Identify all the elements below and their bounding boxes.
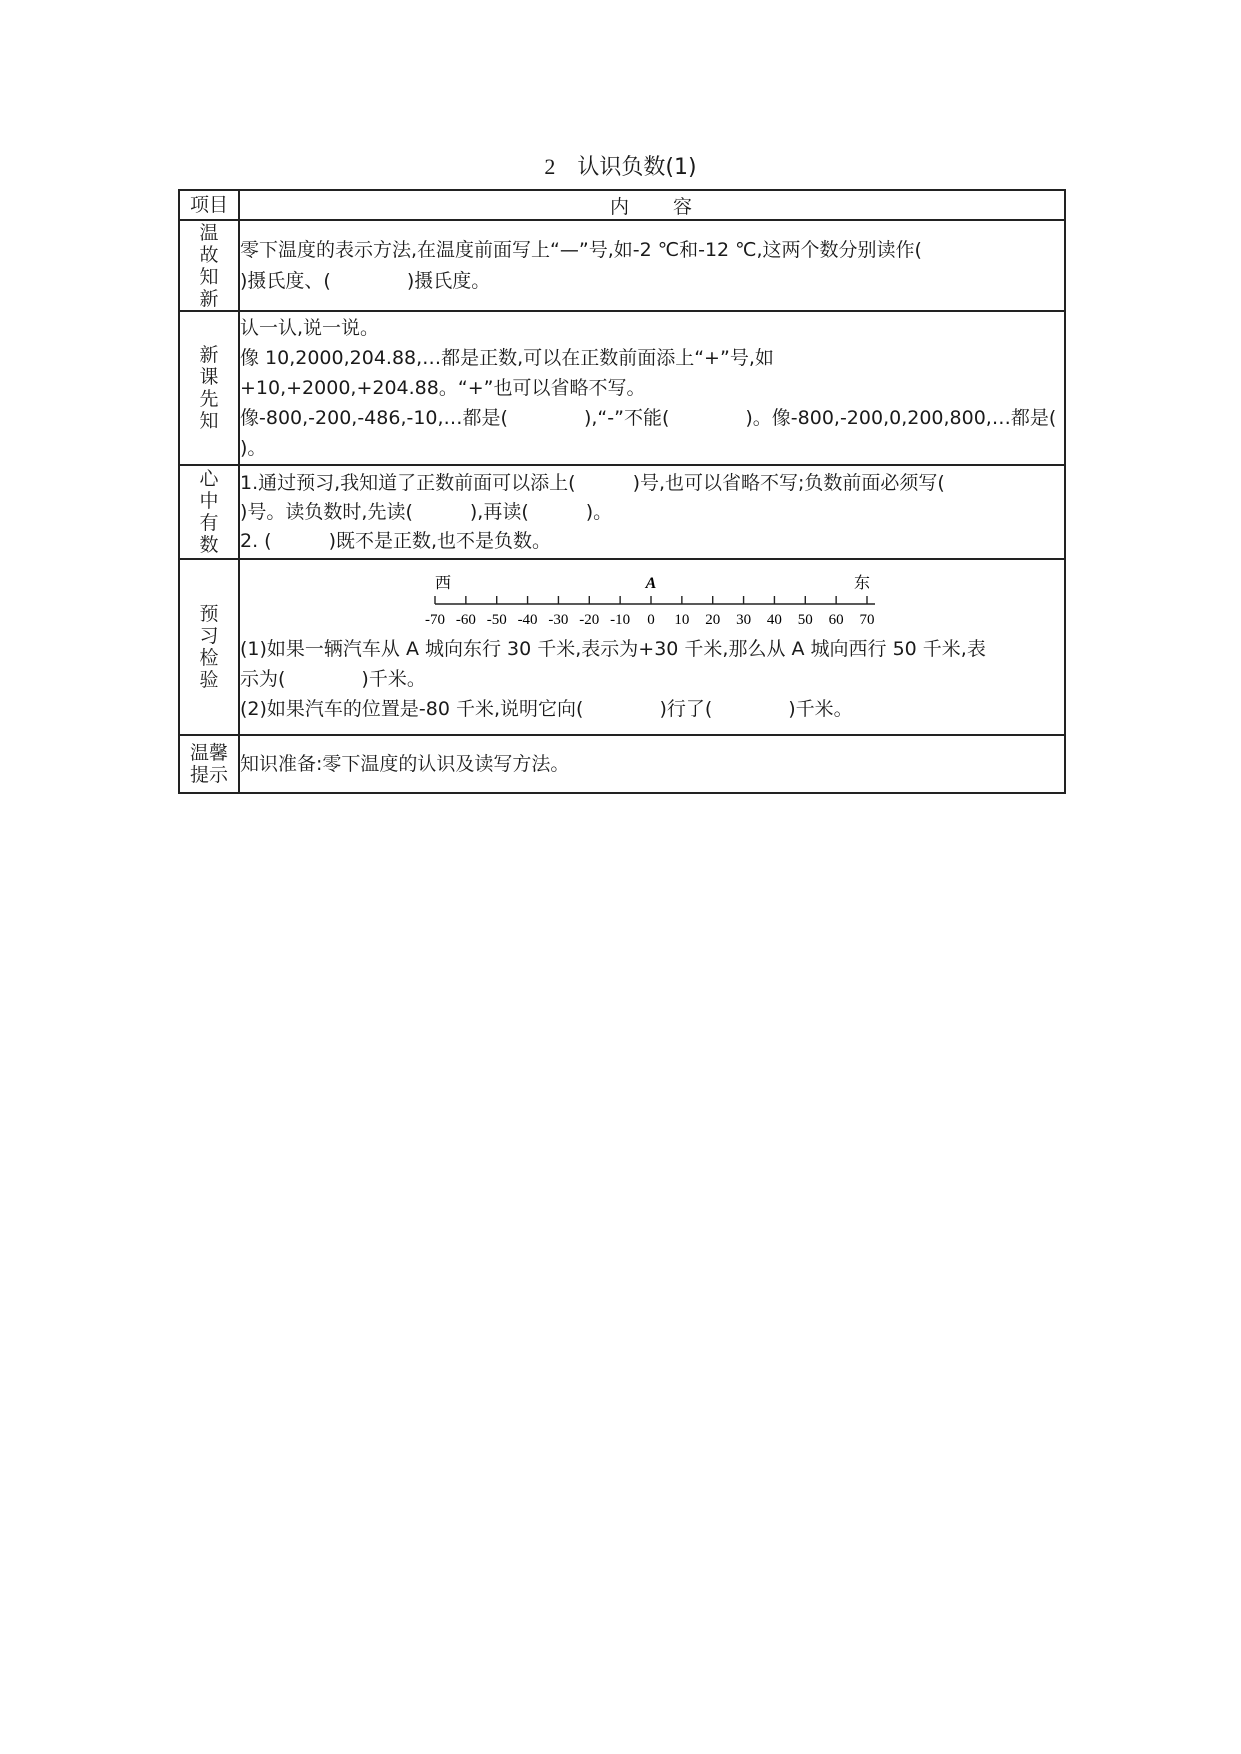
lesson-title: 认识负数(1) — [577, 155, 697, 180]
lesson-table — [178, 189, 1066, 794]
row-content — [239, 559, 1065, 735]
west-label: 西 — [435, 574, 452, 592]
row-content — [239, 465, 1065, 559]
row-content — [239, 311, 1065, 465]
tick-label: -60 — [455, 612, 476, 628]
row-label-cell — [179, 735, 239, 793]
header-content: 内 容 — [609, 195, 694, 218]
tick-label: 70 — [859, 612, 875, 628]
row-label-cell — [179, 465, 239, 559]
row-label: 温馨提示 — [189, 742, 228, 786]
tick-label: -30 — [548, 612, 569, 628]
content-line: )。 — [240, 437, 267, 459]
tick-label: -20 — [579, 612, 600, 628]
header-label-cell — [179, 190, 239, 220]
content-line: (2)如果汽车的位置是-80 千米,说明它向( )行了( )千米。 — [240, 698, 853, 720]
tick-label: 30 — [736, 612, 752, 628]
number-line — [422, 574, 882, 634]
tick-label: 20 — [705, 612, 721, 628]
row-label-cell — [179, 220, 239, 311]
row-check — [179, 559, 1065, 735]
row-preview — [179, 311, 1065, 465]
tick-label: 0 — [647, 612, 655, 628]
content-line: )摄氏度、( )摄氏度。 — [240, 269, 491, 292]
row-label-cell — [179, 559, 239, 735]
number-line-figure — [240, 572, 1064, 634]
tick-label: -50 — [486, 612, 507, 628]
content-line: 像-800,-200,-486,-10,…都是( ),“-”不能( )。像-800,-200,0,200,800,…都是( — [240, 407, 1057, 429]
header-content-cell — [239, 190, 1065, 220]
tick-label: -10 — [610, 612, 631, 628]
row-label: 心中有数 — [199, 468, 219, 556]
content-line: 知识准备:零下温度的认识及读写方法。 — [240, 752, 570, 775]
tick-label: 50 — [797, 612, 813, 628]
tick-label: 60 — [828, 612, 844, 628]
row-tip — [179, 735, 1065, 793]
lesson-number: 2 — [544, 154, 556, 179]
row-understanding — [179, 465, 1065, 559]
tick-label: 10 — [674, 612, 690, 628]
page-title — [0, 152, 1241, 183]
tick-label: -40 — [517, 612, 538, 628]
content-line: 1.通过预习,我知道了正数前面可以添上( )号,也可以省略不写;负数前面必须写( — [240, 471, 945, 494]
row-label: 温故知新 — [199, 221, 219, 310]
point-a-label: A — [645, 575, 657, 592]
east-label: 东 — [854, 574, 871, 592]
content-line: (1)如果一辆汽车从 A 城向东行 30 千米,表示为+30 千米,那么从 A 城向西行 50 千米,表 — [240, 638, 986, 660]
header-label: 项目 — [189, 194, 228, 216]
row-review — [179, 220, 1065, 311]
row-content — [239, 735, 1065, 793]
content-line: 2. ( )既不是正数,也不是负数。 — [240, 529, 552, 552]
content-line: 像 10,2000,204.88,…都是正数,可以在正数前面添上“+”号,如 — [240, 347, 774, 369]
row-label: 预习检验 — [199, 603, 219, 691]
row-content — [239, 220, 1065, 311]
table-header-row — [179, 190, 1065, 220]
row-label: 新课先知 — [199, 344, 219, 432]
tick-label: -70 — [425, 612, 445, 628]
row-label-cell — [179, 311, 239, 465]
content-line: 认一认,说一说。 — [240, 317, 380, 339]
tick-label: 40 — [766, 612, 782, 628]
content-line: 示为( )千米。 — [240, 668, 426, 690]
content-line: 零下温度的表示方法,在温度前面写上“—”号,如-2 ℃和-12 ℃,这两个数分别读作( — [240, 238, 922, 261]
content-line: )号。读负数时,先读( ),再读( )。 — [240, 500, 613, 523]
content-line: +10,+2000,+204.88。“+”也可以省略不写。 — [240, 377, 646, 399]
